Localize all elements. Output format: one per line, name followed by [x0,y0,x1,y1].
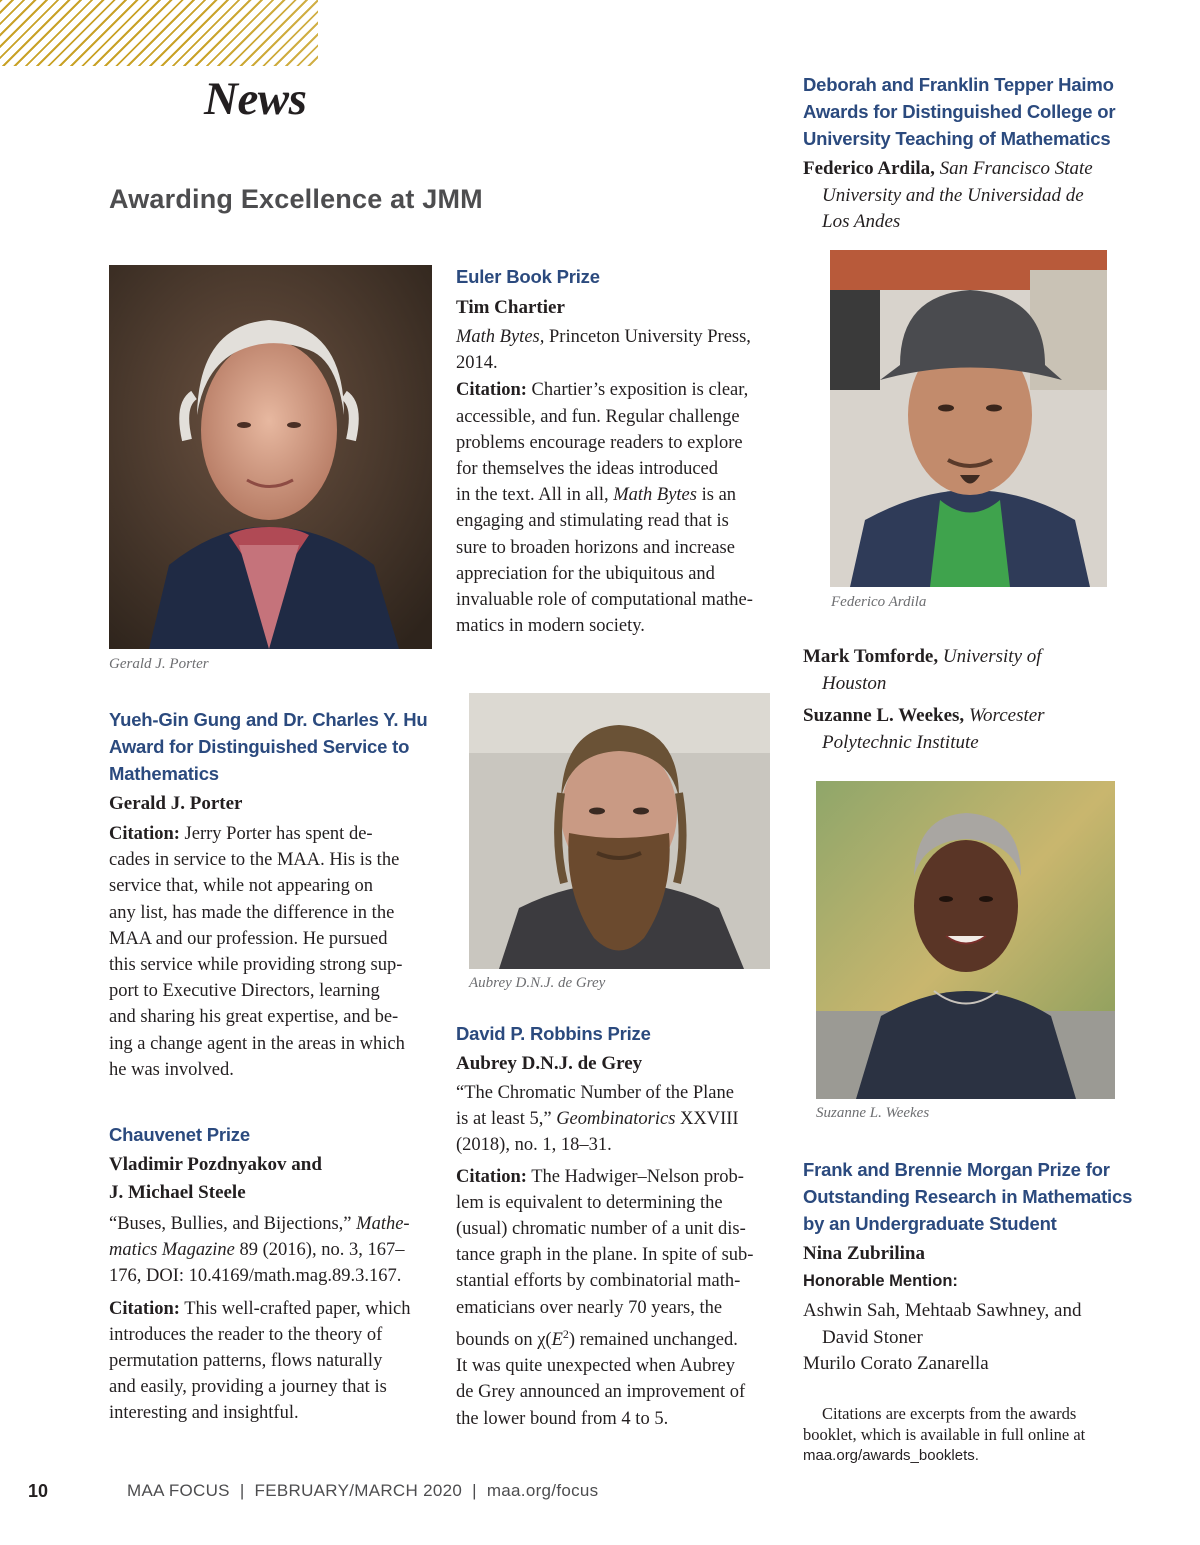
heading-line: Yueh-Gin Gung and Dr. Charles Y. Hu [109,709,428,730]
citation-line: he was involved. [109,1059,234,1080]
journal-name: Mathe- [356,1214,410,1234]
haimo-heading [803,71,1143,152]
book-title: Math Bytes, [456,327,545,347]
page-number: 10 [28,1481,49,1501]
publication-year: 2014. [456,353,498,374]
chauvenet-citation [109,1296,439,1427]
citation-label: Citation: [456,380,527,401]
honorable-mention-label: Honorable Mention: [803,1272,958,1290]
photo-gerald-porter [109,265,432,649]
euler-heading: Euler Book Prize [456,266,600,287]
robbins-citation [456,1164,786,1432]
robbins-reference [456,1080,786,1159]
euler-winner: Tim Chartier [456,297,565,318]
citation-line: port to Executive Directors, learning [109,981,380,1002]
footer-separator: | [472,1481,477,1500]
citation-label: Citation: [456,1166,527,1187]
publisher: Princeton University Press, [544,327,751,347]
honorable-mention-entry [803,1298,1143,1351]
journal-name: matics Magazine [109,1240,235,1261]
citation-line: in the text. All in all, [456,485,614,506]
citation-line: the lower bound from 4 to 5. [456,1408,669,1429]
page-footer [0,1480,1200,1508]
citation-line: It was quite unexpected when Aubrey [456,1356,735,1377]
morgan-winner: Nina Zubrilina [803,1243,925,1264]
work-title: “Buses, Bullies, and Bijections,” [109,1214,357,1234]
robbins-heading: David P. Robbins Prize [456,1023,651,1044]
issue-date: FEBRUARY/MARCH 2020 [254,1481,463,1500]
chauvenet-heading: Chauvenet Prize [109,1124,250,1145]
euler-citation [456,377,786,639]
winner-affiliation: Los Andes [822,211,901,232]
caption-gerald-porter: Gerald J. Porter [109,656,209,672]
photo-suzanne-weekes [816,781,1115,1099]
citation-label: Citation: [109,824,180,844]
citation-line: invaluable role of computational mathe- [456,590,753,611]
citation-line: This well-crafted paper, which [179,1298,411,1319]
heading-line: Awards for Distinguished College or [803,101,1116,122]
citation-line: MAA and our profession. He pursued [109,928,388,949]
hatch-fade [0,0,318,66]
citation-line: any list, has made the difference in the [109,902,395,923]
book-title: Math Bytes [613,485,697,506]
citation-line: cades in service to the MAA. His is the [109,850,400,871]
gung-hu-citation [109,821,439,1083]
section-label: News [204,73,307,125]
gung-hu-award [109,706,439,1083]
paper-title: is at least 5,” [456,1109,557,1130]
winner-affiliation: University and the Universidad de [822,184,1084,206]
honorable-mention-names: David Stoner [822,1326,923,1348]
photo-federico-ardila [830,250,1107,587]
heading-line: Deborah and Franklin Tepper Haimo [803,74,1114,95]
winner-affiliation: University of [938,646,1042,667]
citation-line: for themselves the ideas introduced [456,459,718,480]
honorable-mention-names: Murilo Corato Zanarella [803,1353,989,1374]
citation-line: de Grey announced an improvement of [456,1382,746,1403]
photo-aubrey-de-grey [469,693,770,969]
haimo-winner-weekes [803,703,1143,756]
citation-line: and sharing his great expertise, and be- [109,1007,399,1028]
reference-detail: XXVIII [675,1109,739,1130]
citation-line: The Hadwiger–Nelson prob- [526,1166,744,1187]
heading-line: by an Undergraduate Student [803,1213,1057,1234]
winner-name: Suzanne L. Weekes, [803,705,965,726]
citation-line: Jerry Porter has spent de- [179,824,373,844]
winner-name: Federico Ardila, [803,158,935,179]
site-link[interactable]: maa.org/focus [486,1481,599,1500]
caption-suzanne-weekes: Suzanne L. Weekes [816,1105,930,1121]
footer-separator: | [239,1481,245,1500]
citation-line: bounds on χ( [456,1329,552,1350]
robbins-winner: Aubrey D.N.J. de Grey [456,1053,643,1074]
heading-line: University Teaching of Mathematics [803,128,1111,149]
haimo-winner-tomforde [803,644,1143,697]
heading-line: Award for Distinguished Service to [109,736,410,757]
citation-line: (usual) chromatic number of a unit dis- [456,1219,746,1240]
chauvenet-winners [109,1151,439,1207]
citation-line: permutation patterns, flows naturally [109,1351,383,1372]
citation-line: accessible, and fun. Regular challenge [456,406,740,427]
caption-aubrey-de-grey: Aubrey D.N.J. de Grey [469,975,606,991]
citation-line: ematicians over nearly 70 years, the [456,1297,723,1318]
citation-label: Citation: [109,1298,180,1319]
chauvenet-reference [109,1211,439,1290]
reference-detail: 176, DOI: 10.4169/math.mag.89.3.167. [109,1266,402,1287]
citations-note [803,1403,1143,1466]
journal-name: Geombinatorics [556,1109,676,1130]
caption-federico-ardila: Federico Ardila [831,594,927,610]
paper-title: “The Chromatic Number of the Plane [456,1083,734,1103]
heading-line: Frank and Brennie Morgan Prize for [803,1159,1110,1180]
chauvenet-prize [109,1121,439,1427]
citation-line: tance graph in the plane. In spite of sub- [456,1245,754,1266]
note-line: Citations are excerpts from the awards [822,1404,1077,1423]
morgan-heading [803,1156,1143,1237]
euler-book-prize [456,263,786,639]
haimo-more-winners [803,644,1143,756]
citation-line: appreciation for the ubiquitous and [456,563,715,584]
reference-detail: 89 (2016), no. 3, 167– [234,1240,405,1261]
winner-line: Vladimir Pozdnyakov and [109,1154,322,1175]
winner-affiliation: Worcester [964,705,1045,726]
note-line: booklet, which is available in full online at [803,1425,1086,1444]
winner-line: J. Michael Steele [109,1182,246,1203]
winner-affiliation: Polytechnic Institute [822,731,979,753]
citation-line: stantial efforts by combinatorial math- [456,1271,741,1292]
citation-line: matics in modern society. [456,616,645,637]
winner-name: Mark Tomforde, [803,646,939,667]
euler-book [456,324,786,376]
footer-text [127,1481,598,1501]
morgan-prize [803,1156,1143,1378]
math-variable: E [551,1329,563,1350]
awards-booklet-link[interactable]: maa.org/awards_booklets. [803,1447,979,1464]
robbins-prize [456,1020,786,1432]
citation-line: introduces the reader to the theory of [109,1324,383,1345]
citation-line: Chartier’s exposition is clear, [526,380,749,401]
math-exponent: 2 [562,1326,569,1341]
citation-line: service that, while not appearing on [109,876,374,897]
citation-line: sure to broaden horizons and increase [456,537,735,558]
citation-line: is an [696,485,737,506]
citation-line: ing a change agent in the areas in which [109,1033,405,1054]
citation-line: interesting and insightful. [109,1403,299,1424]
citation-line: this service while providing strong sup- [109,955,403,976]
citation-line: engaging and stimulating read that is [456,511,729,532]
haimo-winner-ardila [803,156,1143,236]
heading-line: Mathematics [109,763,219,784]
heading-line: Outstanding Research in Mathematics [803,1186,1133,1207]
gung-hu-heading [109,706,439,787]
citation-line: ) remained unchanged. [568,1329,738,1350]
publication-name: MAA FOCUS [127,1481,230,1500]
winner-affiliation: San Francisco State [934,158,1093,179]
haimo-awards [803,71,1143,236]
page-title: Awarding Excellence at JMM [109,184,483,214]
honorable-mention-entry [803,1351,1143,1378]
citation-line: and easily, providing a journey that is [109,1377,387,1398]
citation-line: lem is equivalent to determining the [456,1192,723,1213]
reference-detail: (2018), no. 1, 18–31. [456,1135,612,1156]
gung-hu-winner: Gerald J. Porter [109,793,243,814]
winner-affiliation: Houston [822,672,887,694]
honorable-mention-names: Ashwin Sah, Mehtaab Sawhney, and [803,1300,1082,1321]
citation-line: problems encourage readers to explore [456,432,743,453]
